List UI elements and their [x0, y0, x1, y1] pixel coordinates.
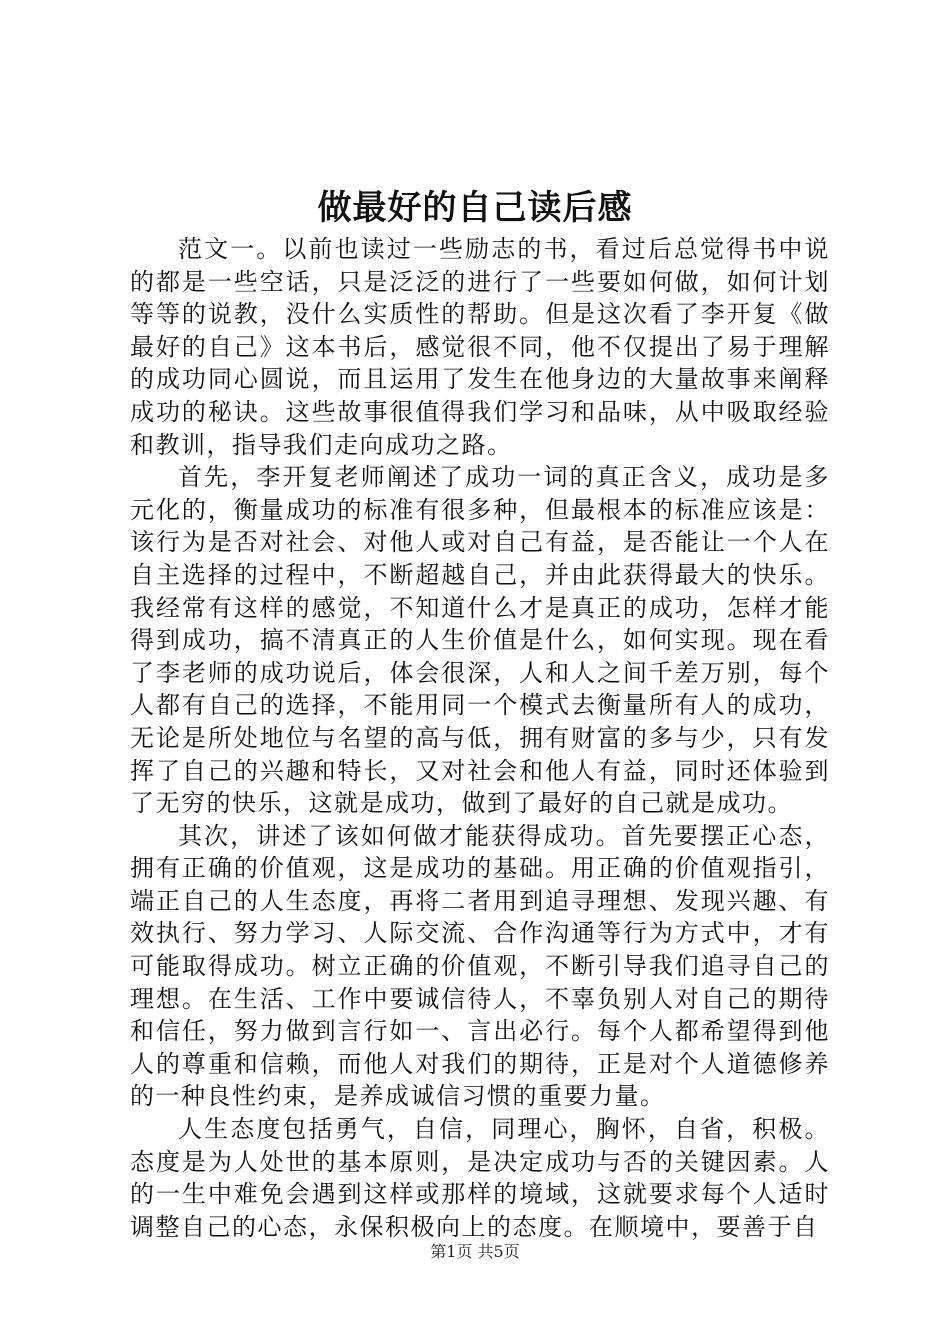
paragraph-3: 其次，讲述了该如何做才能获得成功。首先要摆正心态，拥有正确的价值观，这是成功的基础。用正确的价值观指引，端正自己的人生态度，再将二者用到追寻理想、发现兴趣、有效执行、努力学习、人际交流、合作沟通等行为方式中，才有可能取得成功。树立正确的价值观，不断引导我们追寻自己的理想。在生活、工作中要诚信待人，不辜负别人对自己的期待和信任，努力做到言行如一、言出必行。每个人都希望得到他人的尊重和信赖，而他人对我们的期待，正是对个人道德修养的一种良性约束，是养成诚信习惯的重要力量。 [130, 821, 830, 1111]
paragraph-2: 首先，李开复老师阐述了成功一词的真正含义，成功是多元化的，衡量成功的标准有很多种，但最根本的标准应该是：该行为是否对社会、对他人或对自己有益，是否能让一个人在自主选择的过程中，不断超越自己，并由此获得最大的快乐。我经常有这样的感觉，不知道什么才是真正的成功，怎样才能得到成功，搞不清真正的人生价值是什么，如何实现。现在看了李老师的成功说后，体会很深，人和人之间千差万别，每个人都有自己的选择，不能用同一个模式去衡量所有人的成功，无论是所处地位与名望的高与低，拥有财富的多与少，只有发挥了自己的兴趣和特长，又对社会和他人有益，同时还体验到了无穷的快乐，这就是成功，做到了最好的自己就是成功。 [130, 463, 830, 818]
paragraph-1: 范文一。以前也读过一些励志的书，看过后总觉得书中说的都是一些空话，只是泛泛的进行了一些要如何做，如何计划等等的说教，没什么实质性的帮助。但是这次看了李开复《做最好的自己》这本书后，感觉很不同，他不仅提出了易于理解的成功同心圆说，而且运用了发生在他身边的大量故事来阐释成功的秘诀。这些故事很值得我们学习和品味，从中吸取经验和教训，指导我们走向成功之路。 [130, 235, 830, 459]
document-body [130, 233, 830, 1243]
document-title: 做最好的自己读后感 [317, 188, 633, 228]
page-number-footer: 第1页 共5页 [430, 1242, 520, 1261]
paragraph-4: 人生态度包括勇气，自信，同理心，胸怀，自省，积极。态度是为人处世的基本原则，是决定成功与否的关键因素。人的一生中难免会遇到这样或那样的境域，这就要求每个人适时调整自己的心态，永保积极向上的态度。在顺境中，要善于自 [130, 1115, 830, 1241]
